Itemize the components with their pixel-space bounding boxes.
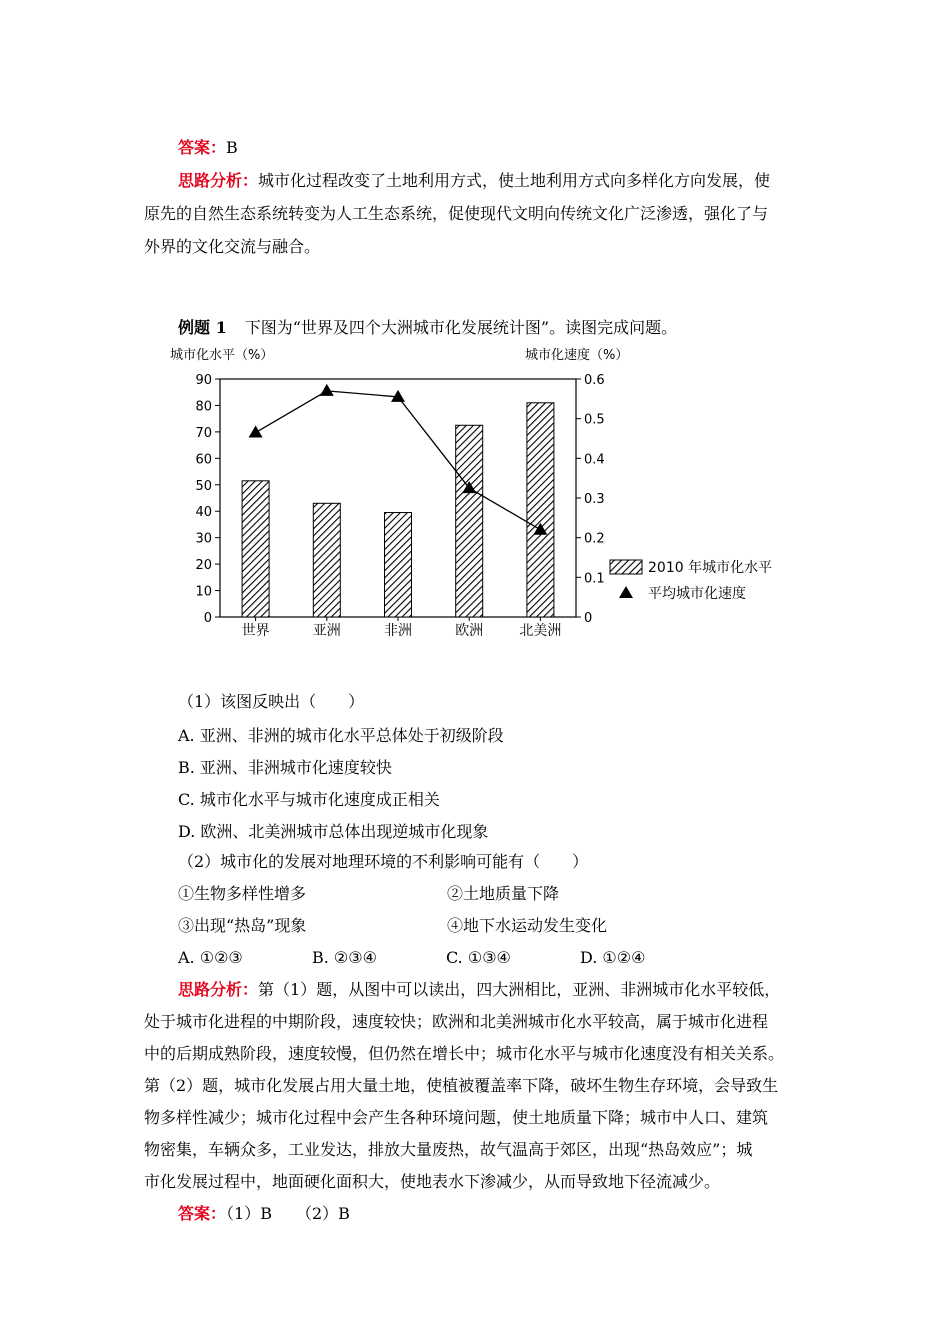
analysis2-line-4: 第（2）题，城市化发展占用大量土地，使植被覆盖率下降，破坏生物生存环境，会导致生 [144,1076,779,1095]
analysis2-line-1 [178,980,780,1000]
y-right-tick-label: 0.5 [584,412,605,428]
legend-triangle-icon [619,586,633,598]
y-right-tick-label: 0.4 [584,452,605,468]
analysis2-label: 思路分析： [178,980,259,999]
y-right-tick-label: 0 [584,611,593,626]
speed-marker-1 [249,426,263,438]
q2-stem: （2）城市化的发展对地理环境的不利影响可能有（ ） [178,852,589,871]
q2-choice-d: D. ①②④ [580,948,646,967]
legend-bar-label: 2010 年城市化水平 [648,560,773,576]
q2-item-2: ②土地质量下降 [447,884,560,903]
final-answer-label: 答案： [178,1204,227,1223]
category-label: 世界 [241,623,270,639]
speed-series-line [256,391,541,530]
category-label: 北美洲 [519,623,562,639]
analysis-line-3: 外界的文化交流与融合。 [144,237,321,256]
final-answer-value: （1）B （2）B [226,1204,350,1223]
urbanization-chart [160,335,820,665]
q1-option-d: D. 欧洲、北美洲城市总体出现逆城市化现象 [178,822,489,841]
y-axis-right-label: 城市化速度（%） [525,348,629,363]
category-label: 亚洲 [312,623,341,639]
answer-line [178,138,238,158]
analysis2-line-2: 处于城市化进程的中期阶段，速度较快；欧洲和北美洲城市化水平较高，属于城市化进程 [144,1012,769,1031]
analysis-line-1 [178,171,770,191]
chart-svg [160,335,820,665]
y-left-tick-label: 40 [195,505,212,521]
q2-choice-b: B. ②③④ [312,948,377,967]
example-text: 下图为“世界及四个大洲城市化发展统计图”。读图完成问题。 [244,318,678,337]
analysis-text-1: 城市化过程改变了土地利用方式，使土地利用方式向多样化方向发展，使 [258,171,771,190]
y-right-tick-label: 0.1 [584,571,605,587]
q2-choice-a: A. ①②③ [178,948,243,967]
bar-3 [385,513,412,617]
legend-line-label: 平均城市化速度 [648,586,746,602]
y-right-tick-label: 0.6 [584,373,605,388]
answer-value: B [226,138,238,157]
y-right-tick-label: 0.2 [584,531,605,547]
y-left-tick-label: 90 [195,373,212,388]
analysis2-line-5: 物多样性减少；城市化过程中会产生各种环境问题，使土地质量下降；城市中人口、建筑 [144,1108,769,1127]
q1-option-b: B. 亚洲、非洲城市化速度较快 [178,758,392,777]
y-left-tick-label: 80 [195,399,212,415]
category-label: 欧洲 [455,623,484,639]
speed-marker-2 [320,384,334,396]
bar-5 [527,403,554,617]
y-left-tick-label: 50 [195,478,212,494]
analysis-label: 思路分析： [178,171,259,190]
legend-bar-swatch [610,560,642,574]
y-axis-left-label: 城市化水平（%） [170,348,274,363]
q2-item-4: ④地下水运动发生变化 [447,916,608,935]
analysis2-line-7: 市化发展过程中，地面硬化面积大，使地表水下渗减少，从而导致地下径流减少。 [144,1172,721,1191]
analysis2-line-3: 中的后期成熟阶段，速度较慢，但仍然在增长中；城市化水平与城市化速度没有相关关系。 [144,1044,785,1063]
q2-choice-c: C. ①③④ [446,948,511,967]
q2-item-3: ③出现“热岛”现象 [178,916,307,935]
y-left-tick-label: 60 [195,452,212,468]
y-left-tick-label: 0 [203,611,212,626]
analysis2-line-6: 物密集，车辆众多，工业发达，排放大量废热，故气温高于郊区，出现“热岛效应”；城 [144,1140,753,1159]
category-label: 非洲 [384,623,412,639]
example-label: 例题 1 [178,318,227,337]
y-left-tick-label: 70 [195,425,212,441]
bar-1 [242,481,269,617]
q2-item-1: ①生物多样性增多 [178,884,307,903]
answer-label: 答案： [178,138,227,157]
analysis-line-2: 原先的自然生态系统转变为人工生态系统，促使现代文明向传统文化广泛渗透，强化了与 [144,204,769,223]
bar-2 [313,503,340,617]
chart-legend [610,559,772,602]
y-left-tick-label: 30 [195,531,212,547]
bar-4 [456,425,483,617]
y-right-tick-label: 0.3 [584,492,605,507]
analysis2-text-1: 第（1）题，从图中可以读出，四大洲相比，亚洲、非洲城市化水平较低， [258,980,781,999]
final-answer-line [178,1204,350,1224]
q1-option-c: C. 城市化水平与城市化速度成正相关 [178,790,440,809]
y-left-tick-label: 10 [195,584,212,600]
q1-option-a: A. 亚洲、非洲的城市化水平总体处于初级阶段 [178,726,504,745]
y-left-tick-label: 20 [195,558,212,574]
q1-stem: （1）该图反映出（ ） [178,692,365,711]
